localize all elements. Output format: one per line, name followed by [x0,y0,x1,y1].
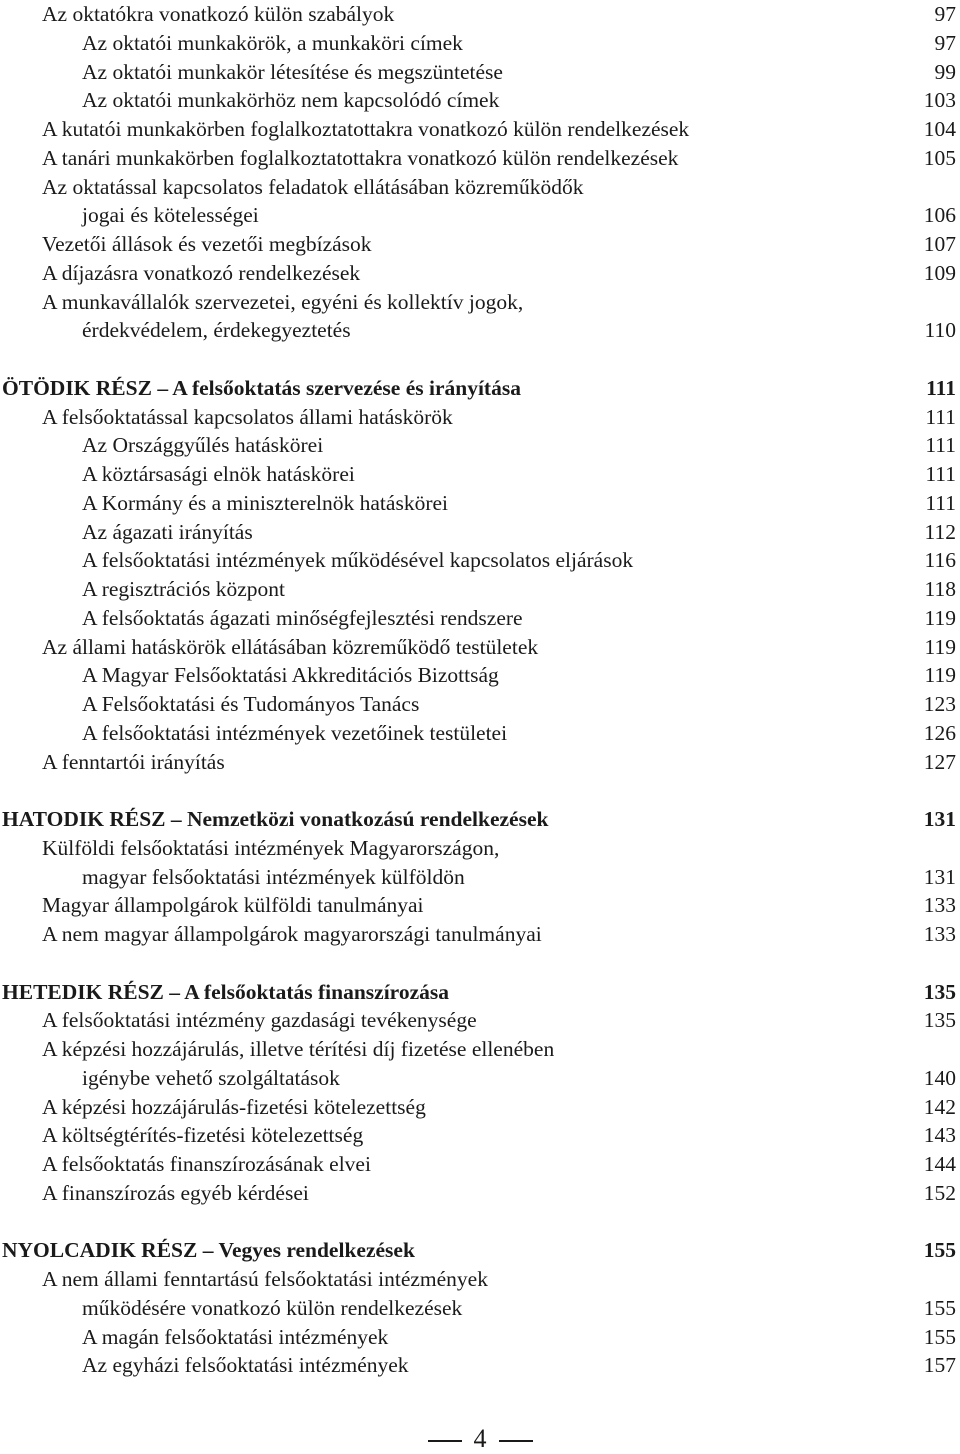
toc-entry [0,403,960,432]
toc-entry-title: A Magyar Felsőoktatási Akkreditációs Bizottság [82,663,499,688]
toc-entry-title: A felsőoktatás finanszírozásának elvei [42,1152,371,1176]
section-gap [0,776,960,805]
section-gap [0,1208,960,1237]
toc-entry [0,518,960,547]
toc-entry-page-number: 123 [923,692,956,716]
toc-entry [0,489,960,518]
toc-part-heading [0,805,960,834]
section-gap [0,345,960,374]
toc-entry [0,173,960,202]
toc-entry-title: A képzési hozzájárulás, illetve térítési díj fizetése ellenében [42,1037,555,1061]
toc-entry-title: A köztársasági elnök hatáskörei [82,462,355,486]
toc-entry-page-number: 104 [923,117,956,141]
toc-entry-page-number: 97 [934,2,956,26]
toc-entry-title: Az oktatói munkakörök, a munkaköri címek [82,30,463,55]
toc-entry-page-number: 103 [923,88,956,113]
toc-entry-page-number: 111 [926,375,956,400]
toc-entry [0,316,960,345]
toc-entry-page-number: 152 [923,1180,956,1205]
toc-entry-page-number: 109 [923,260,956,285]
toc-entry [0,748,960,777]
toc-entry [0,1265,960,1294]
toc-entry-title: A Kormány és a miniszterelnök hatáskörei [82,490,448,515]
toc-entry [0,230,960,259]
toc-entry-title: Az egyházi felsőoktatási intézmények [82,1353,409,1378]
toc-entry-title: érdekvédelem, érdekegyeztetés [82,318,351,343]
toc-entry-title: Külföldi felsőoktatási intézmények Magyarországon, [42,835,500,860]
toc-part-heading [0,374,960,403]
footer-dash-left [428,1440,462,1442]
toc-entry-title: A felsőoktatási intézmények vezetőinek testületei [82,720,508,745]
toc-entry [0,1294,960,1323]
toc-entry-page-number: 133 [923,922,956,946]
toc-entry-title: Az oktatással kapcsolatos feladatok ellátásában közreműködők [42,174,584,199]
toc-entry [0,633,960,662]
toc-entry-title: jogai és kötelességei [82,203,259,228]
toc-entry-title: A fenntartói irányítás [42,749,225,774]
toc-entry-title: Az ágazati irányítás [82,519,253,544]
toc-entry [0,690,960,719]
toc-entry-title: Magyar állampolgárok külföldi tanulmányai [42,893,424,918]
toc-entry-title: igénybe vehető szolgáltatások [82,1065,340,1090]
toc-entry [0,431,960,460]
toc-entry [0,863,960,892]
toc-entry-page-number: 116 [924,548,956,573]
toc-entry-title: Vezetői állások és vezetői megbízások [42,232,372,256]
toc-entry-title: A nem állami fenntartású felsőoktatási intézmények [42,1267,488,1291]
toc-entry-page-number: 135 [923,979,956,1004]
toc-entry-title: A felsőoktatási intézmények működésével kapcsolatos eljárások [82,548,634,573]
toc-entry-title: működésére vonatkozó külön rendelkezések [82,1295,463,1320]
toc-entry [0,201,960,230]
toc-part-heading [0,978,960,1007]
toc-entry [0,1323,960,1352]
toc-entry-page-number: 111 [925,433,956,458]
toc-entry [0,115,960,144]
toc-entry-page-number: 144 [923,1152,956,1176]
toc-entry [0,1179,960,1208]
toc-entry-title: A munkavállalók szervezetei, egyéni és kollektív jogok, [42,289,524,314]
toc-entry-page-number: 119 [924,605,956,630]
toc-entry-page-number: 110 [924,318,956,343]
toc-entry [0,1351,960,1380]
toc-entry [0,144,960,173]
toc-entry-page-number: 112 [924,519,956,544]
toc-entry [0,546,960,575]
toc-entry-page-number: 118 [924,577,956,601]
toc-entry [0,1093,960,1122]
toc-entry-title: A Felsőoktatási és Tudományos Tanács [82,692,420,716]
toc-part-heading [0,1236,960,1265]
toc-entry-page-number: 155 [923,1324,956,1349]
toc-entry-title: ÖTÖDIK RÉSZ – A felsőoktatás szervezése és irányítása [2,375,521,400]
toc-entry [0,661,960,690]
toc-entry [0,920,960,949]
footer-dash-right [499,1440,533,1442]
toc-entry [0,58,960,87]
toc-entry-page-number: 97 [934,30,956,55]
toc-entry-title: A költségtérítés-fizetési kötelezettség [42,1123,364,1148]
toc-entry [0,1121,960,1150]
toc-entry-title: A felsőoktatással kapcsolatos állami hatáskörök [42,404,453,429]
toc-entry-page-number: 142 [923,1094,956,1119]
toc-entry-page-number: 155 [923,1295,956,1320]
toc-entry [0,1064,960,1093]
toc-entry-page-number: 107 [923,232,956,256]
toc-entry [0,891,960,920]
toc-entry-title: NYOLCADIK RÉSZ – Vegyes rendelkezések [2,1238,415,1263]
toc-entry [0,86,960,115]
toc-entry-title: HATODIK RÉSZ – Nemzetközi vonatkozású rendelkezések [2,807,549,831]
toc-entry [0,575,960,604]
toc-entry [0,259,960,288]
toc-entry [0,834,960,863]
toc-entry-page-number: 105 [923,145,956,170]
section-gap [0,949,960,978]
toc-entry-title: Az oktatókra vonatkozó külön szabályok [42,2,395,26]
toc-entry [0,460,960,489]
toc-entry-title: A felsőoktatási intézmény gazdasági tevékenysége [42,1008,477,1033]
toc-entry-title: A felsőoktatás ágazati minőségfejlesztési rendszere [82,605,523,630]
toc-entry-title: A magán felsőoktatási intézmények [82,1324,389,1349]
toc-entry-page-number: 157 [923,1353,956,1378]
toc-entry-page-number: 155 [923,1238,956,1263]
page-number: 4 [473,1424,487,1453]
toc-entry-page-number: 111 [925,490,956,515]
toc-entry-page-number: 143 [923,1123,956,1148]
toc-entry-title: HETEDIK RÉSZ – A felsőoktatás finanszírozása [2,979,449,1004]
toc-entry [0,29,960,58]
toc-entry [0,719,960,748]
toc-entry-page-number: 126 [923,720,956,745]
toc-entry-page-number: 127 [923,749,956,774]
toc-entry-title: Az Országgyűlés hatáskörei [82,433,324,458]
toc-entry [0,1035,960,1064]
toc-entry-page-number: 119 [924,663,956,688]
toc-entry-title: A regisztrációs központ [82,577,286,601]
toc-entry-title: A képzési hozzájárulás-fizetési kötelezettség [42,1094,426,1119]
toc-entry-title: A tanári munkakörben foglalkoztatottakra vonatkozó külön rendelkezések [42,145,679,170]
toc-entry-page-number: 119 [924,634,956,659]
toc-entry-page-number: 140 [923,1065,956,1090]
toc-entry-title: A nem magyar állampolgárok magyarországi tanulmányai [42,922,542,946]
toc-entry [0,604,960,633]
toc-entry-title: Az oktatói munkakörhöz nem kapcsolódó címek [82,88,500,113]
toc-entry [0,1006,960,1035]
toc-entry-title: magyar felsőoktatási intézmények külföldön [82,864,465,889]
toc-entry-title: A kutatói munkakörben foglalkoztatottakra vonatkozó külön rendelkezések [42,117,690,141]
toc-entry [0,288,960,317]
toc-entry-title: Az oktatói munkakör létesítése és megszüntetése [82,59,503,84]
toc-entry-page-number: 111 [925,404,956,429]
toc-entry-page-number: 133 [923,893,956,918]
toc-entry [0,0,960,29]
toc-entry-page-number: 111 [925,462,956,486]
toc-entry-page-number: 135 [923,1008,956,1033]
toc-entry [0,1150,960,1179]
toc-entry-page-number: 131 [923,807,956,831]
toc-entry-title: A díjazásra vonatkozó rendelkezések [42,260,361,285]
toc-entry-page-number: 99 [934,59,956,84]
toc-entry-title: A finanszírozás egyéb kérdései [42,1180,309,1205]
toc-entry-title: Az állami hatáskörök ellátásában közreműködő testületek [42,634,539,659]
page-footer [0,1424,960,1454]
toc-entry-page-number: 131 [923,864,956,889]
toc-entry-page-number: 106 [923,203,956,228]
